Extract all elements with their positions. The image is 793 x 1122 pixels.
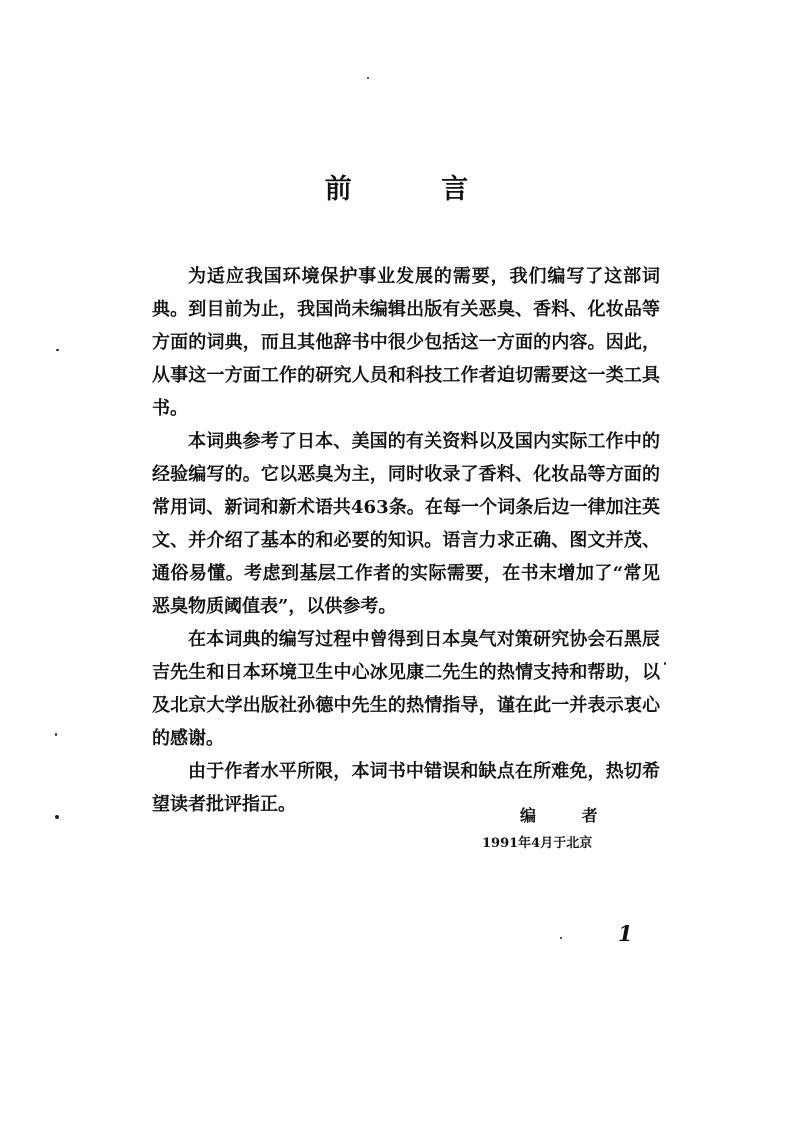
author-signature: 编 者 — [520, 806, 618, 825]
scan-speck — [55, 733, 57, 736]
scan-speck — [56, 349, 59, 351]
scan-speck — [560, 937, 562, 939]
preface-body — [152, 260, 660, 821]
scan-speck — [367, 77, 369, 79]
page-number: 1 — [618, 921, 633, 946]
paragraph-4: 由于作者水平所限，本词书中错误和缺点在所难免，热切希望读者批评指正。 — [152, 761, 660, 815]
date-line: 1991年4月于北京 — [482, 836, 593, 851]
paragraph-2: 本词典参考了日本、美国的有关资料以及国内实际工作中的经验编写的。它以恶臭为主，同时收录了香料、化妆品等方面的常用词、新词和新术语共463条。在每一个词条后边一律加注英文、并介绍了基本的和必要的知识。语言力求正确、图文并茂、通俗易懂。考虑到基层工作者的实际需要，在书末增加了“常见恶臭物质阈值表”，以供参考。 — [152, 431, 660, 617]
scan-speck — [55, 815, 59, 819]
scan-speck — [664, 662, 666, 665]
paragraph-1: 为适应我国环境保护事业发展的需要，我们编写了这部词典。到目前为止，我国尚未编辑出版有关恶臭、香料、化妆品等方面的词典，而且其他辞书中很少包括这一方面的内容。因此，从事这一方面工作的研究人员和科技工作者迫切需要这一类工具书。 — [152, 266, 660, 419]
page-title: 前 言 — [324, 174, 509, 205]
paragraph-3: 在本词典的编写过程中曾得到日本臭气对策研究协会石黑辰吉先生和日本环境卫生中心冰见康二先生的热情支持和帮助，以及北京大学出版社孙德中先生的热情指导，谨在此一并表示衷心的感谢。 — [152, 629, 660, 749]
